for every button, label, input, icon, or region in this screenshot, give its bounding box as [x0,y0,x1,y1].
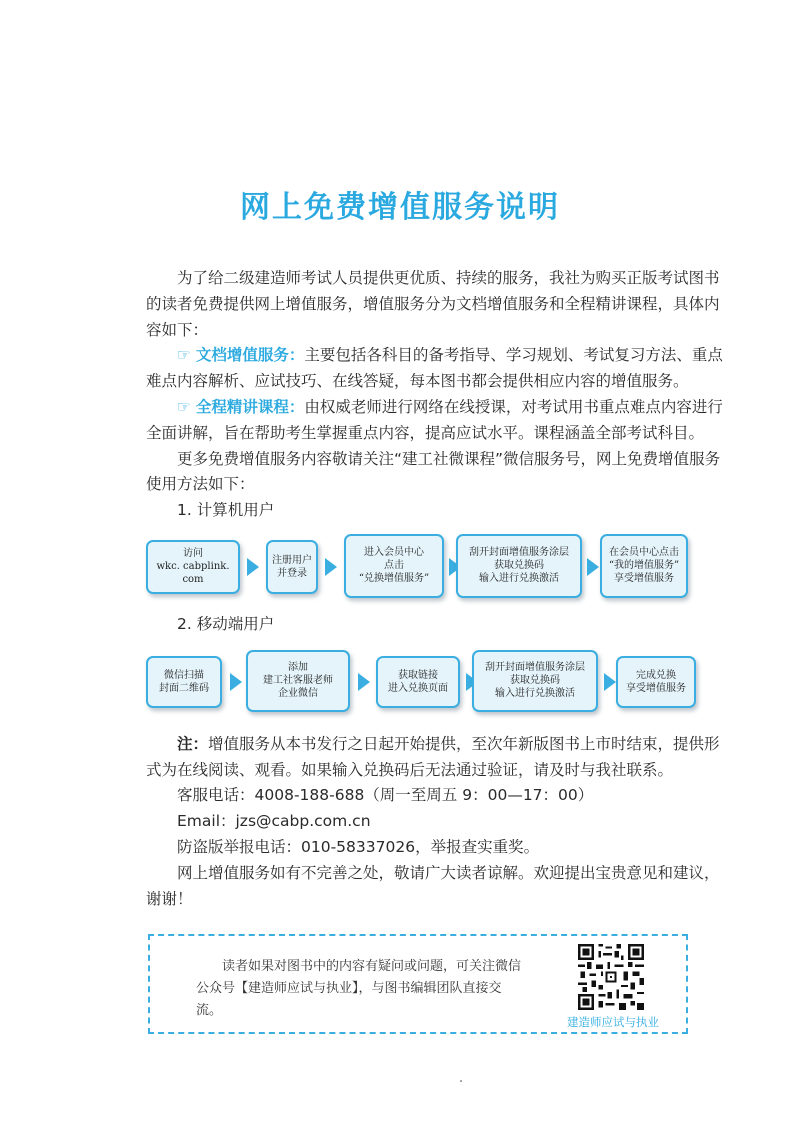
main-content [146,266,726,912]
arrow-right-icon [587,558,599,576]
doc-service-paragraph [146,343,726,395]
contact-email: Email：jzs@cabp.com.cn [177,812,371,831]
wechat-info-box [148,934,688,1034]
more-info-paragraph: 更多免费增值服务内容敬请关注“建工社微课程”微信服务号，网上免费增值服务使用方法如下： [146,449,721,494]
intro-paragraph: 为了给二级建造师考试人员提供更优质、持续的服务，我社为购买正版考试图书的读者免费提供网上增值服务，增值服务分为文档增值服务和全程精讲课程，具体内容如下： [146,269,720,339]
note-text: 增值服务从本书发行之日起开始提供，至次年新版图书上市时结束，提供形式为在线阅读、观看。如果输入兑换码后无法通过验证，请及时与我社联系。 [146,734,720,779]
arrow-right-icon [230,673,242,691]
mobile-step-link: 获取链接 进入兑换页面 [376,656,460,708]
pointing-hand-icon: ☞ [177,346,191,365]
course-service-label: 全程精讲课程： [195,397,305,416]
mobile-flowchart [146,646,706,718]
course-service-paragraph [146,395,726,447]
pc-heading: 1. 计算机用户 [177,501,275,520]
pc-flowchart [146,532,706,604]
mobile-step-done: 完成兑换 享受增值服务 [616,656,696,708]
contact-piracy: 防盗版举报电话：010-58337026，举报查实重奖。 [177,837,540,856]
closing-text: 网上增值服务如有不完善之处，敬请广大读者谅解。欢迎提出宝贵意见和建议，谢谢！ [146,863,720,908]
pc-step-member-center: 进入会员中心 点击 “兑换增值服务” [344,534,444,598]
arrow-right-icon [325,558,337,576]
pc-step-register: 注册用户 并登录 [266,540,318,594]
note-label: 注： [177,734,209,753]
pc-step-enjoy: 在会员中心点击 “我的增值服务” 享受增值服务 [600,534,688,598]
page-dot [460,1080,462,1082]
wechat-info-text: 读者如果对图书中的内容有疑问或问题，可关注微信公众号【建造师应试与执业】，与图书编辑团队直接交流。 [196,959,522,1018]
course-service-text: 由权威老师进行网络在线授课，对考试用书重点难点内容进行全面讲解，旨在帮助考生掌握重点内容，提高应试水平。课程涵盖全部考试科目。 [146,397,723,442]
arrow-right-icon [604,673,616,691]
doc-service-label: 文档增值服务： [195,346,305,365]
mobile-step-scan: 微信扫描 封面二维码 [146,656,222,708]
mobile-heading: 2. 移动端用户 [177,614,275,633]
qr-caption: 建造师应试与执业 [567,1015,659,1029]
pc-step-scratch: 刮开封面增值服务涂层 获取兑换码 输入进行兑换激活 [456,534,582,598]
arrow-right-icon [247,558,259,576]
note-paragraph [146,732,726,784]
qr-code-icon [578,944,644,1010]
pointing-hand-icon: ☞ [177,397,191,416]
pc-step-visit: 访问 wkc. cabplink. com [146,540,240,594]
page-title: 网上免费增值服务说明 [240,190,560,225]
mobile-step-add-wechat: 添加 建工社客服老师 企业微信 [246,650,350,712]
arrow-right-icon [358,673,370,691]
contact-phone: 客服电话：4008-188-688（周一至周五 9：00—17：00） [177,786,594,805]
mobile-step-scratch: 刮开封面增值服务涂层 获取兑换码 输入进行兑换激活 [472,650,598,712]
doc-service-text: 主要包括各科目的备考指导、学习规划、考试复习方法、重点难点内容解析、应试技巧、在线答疑，每本图书都会提供相应内容的增值服务。 [146,346,723,391]
